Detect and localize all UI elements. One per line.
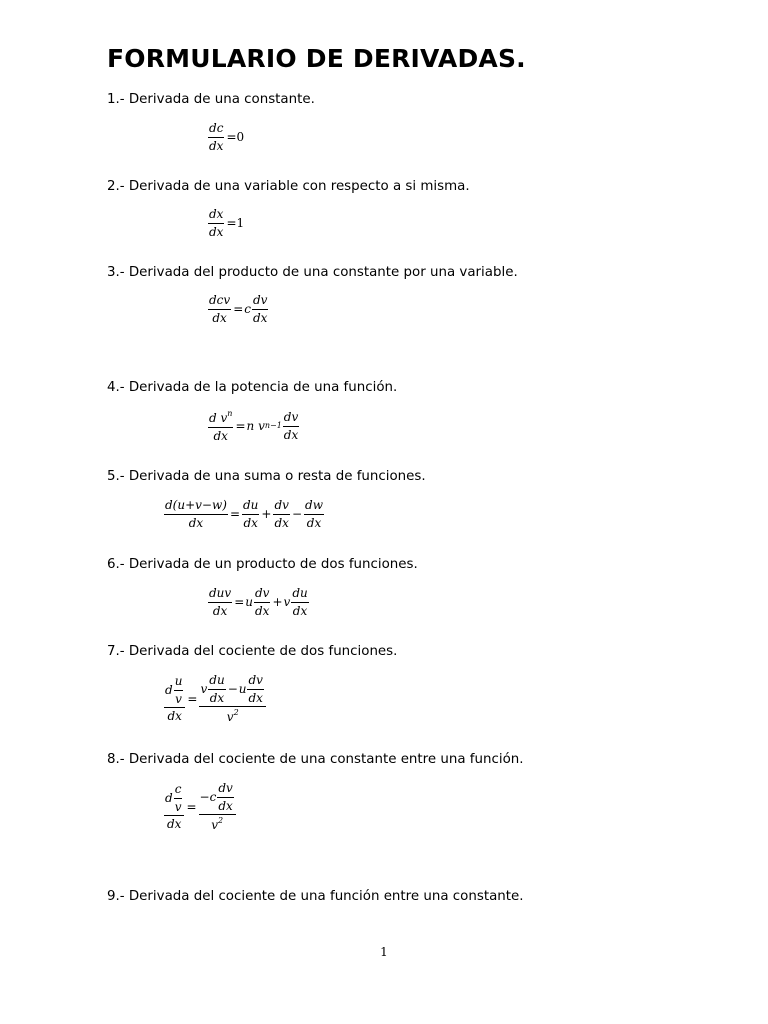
item-heading-2: 2.- Derivada de una variable con respecto a si misma. bbox=[107, 179, 470, 194]
item-heading-8: 8.- Derivada del cociente de una constante entre una función. bbox=[107, 752, 524, 767]
formula-sum-rule: $\frac{d(u+v-w)}{dx}$ = $\frac{du}{dx}$ + $\frac{dv}{dx}$ − $\frac{dw}{dx}$ bbox=[165, 498, 323, 530]
fraction: $\frac{du}{dx}$ bbox=[243, 498, 259, 530]
formula-constant-over-function: d $\frac{c}{v}$ dx = −c $\frac{dv}{dx}$ $v^2$ bbox=[163, 782, 237, 832]
item-heading-5: 5.- Derivada de una suma o resta de funciones. bbox=[107, 469, 426, 484]
fraction: $\frac{dv}{dx}$ bbox=[252, 293, 268, 325]
fraction: $\frac{\text{duv}}{dx}$ bbox=[209, 586, 232, 618]
formula-quotient-rule: d $\frac{u}{v}$ dx = v $\frac{du}{dx}$ − u $\frac{dv}{dx}$ $v^2$ bbox=[163, 674, 267, 724]
fraction: $\frac{d v^n}{dx}$ bbox=[209, 409, 233, 443]
item-heading-9: 9.- Derivada del cociente de una función entre una constante. bbox=[107, 889, 524, 904]
formula-power-rule: $\frac{d v^n}{dx}$ = n v n−1 $\frac{dv}{dx}$ bbox=[209, 409, 299, 443]
item-heading-6: 6.- Derivada de un producto de dos funciones. bbox=[107, 557, 418, 572]
formula-derivative-variable: $\frac{dx}{dx}$ =1 bbox=[209, 207, 245, 239]
fraction: −c $\frac{dv}{dx}$ $v^2$ bbox=[199, 782, 236, 832]
fraction: d $\frac{c}{v}$ dx bbox=[164, 783, 184, 831]
formula-derivative-constant: $\frac{dc}{dx}$ =0 bbox=[209, 121, 245, 153]
fraction: $\frac{dw}{dx}$ bbox=[305, 498, 323, 530]
fraction: v $\frac{du}{dx}$ − u $\frac{dv}{dx}$ $v^2$ bbox=[199, 674, 265, 724]
fraction: $\frac{dv}{dx}$ bbox=[274, 498, 289, 530]
item-heading-3: 3.- Derivada del producto de una constante por una variable. bbox=[107, 265, 518, 280]
page-number: 1 bbox=[380, 945, 388, 959]
fraction: $\frac{d(u+v-w)}{dx}$ bbox=[165, 498, 227, 530]
fraction: $\frac{du}{dx}$ bbox=[292, 586, 308, 618]
fraction: $\frac{dv}{dx}$ bbox=[283, 410, 299, 442]
formula-product-rule: $\frac{\text{duv}}{dx}$ = u $\frac{dv}{dx}$ + v $\frac{du}{dx}$ bbox=[209, 586, 308, 618]
fraction: $\frac{dc}{dx}$ bbox=[209, 121, 224, 153]
fraction: d $\frac{u}{v}$ dx bbox=[164, 675, 185, 723]
item-heading-4: 4.- Derivada de la potencia de una función. bbox=[107, 380, 398, 395]
fraction: $\frac{\text{dcv}}{dx}$ bbox=[209, 293, 231, 325]
fraction: $\frac{dv}{dx}$ bbox=[255, 586, 270, 618]
page-title: FORMULARIO DE DERIVADAS. bbox=[107, 44, 526, 73]
item-heading-7: 7.- Derivada del cociente de dos funciones. bbox=[107, 644, 398, 659]
fraction: $\frac{dx}{dx}$ bbox=[209, 207, 224, 239]
formula-constant-times-variable: $\frac{\text{dcv}}{dx}$ = c $\frac{dv}{dx}$ bbox=[209, 293, 268, 325]
item-heading-1: 1.- Derivada de una constante. bbox=[107, 92, 315, 107]
